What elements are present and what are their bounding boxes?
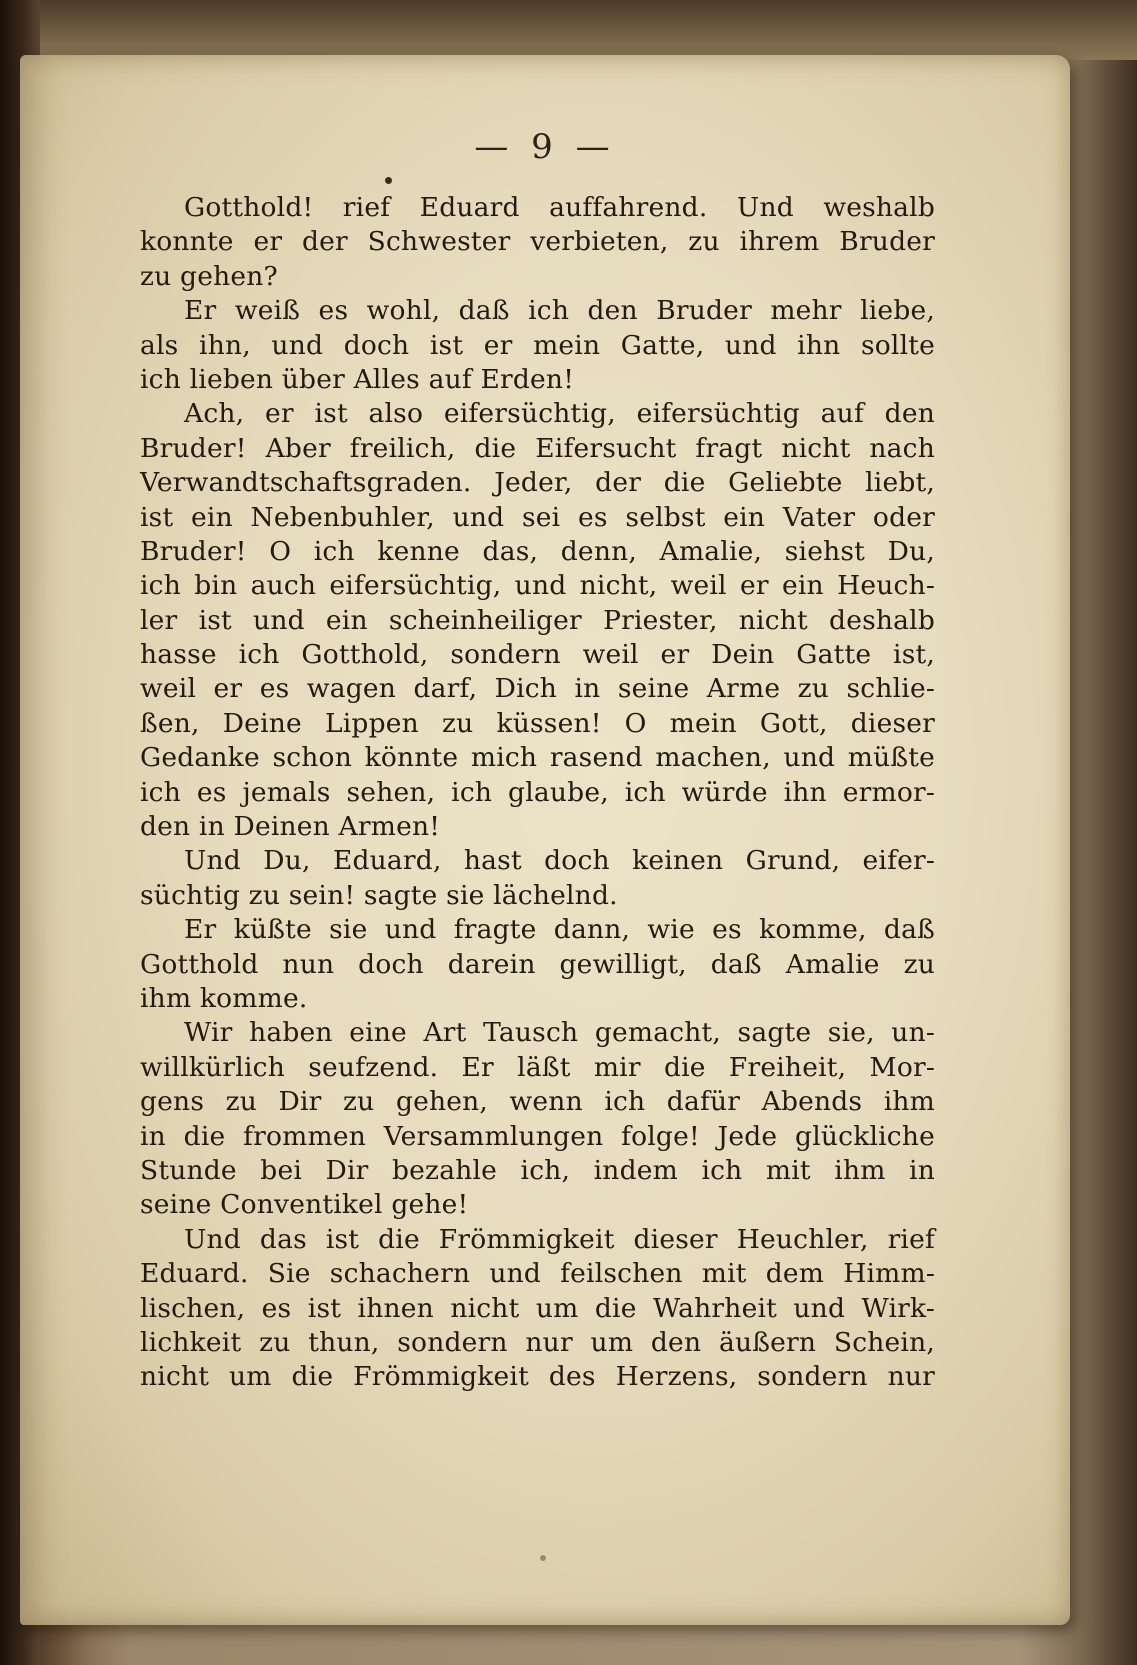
text-line: ich bin auch eifersüchtig, und nicht, weil er ein Heuch- — [140, 570, 935, 602]
text-line: Gotthold nun doch darein gewilligt, daß Amalie zu — [140, 948, 935, 980]
text-line: ler ist und ein scheinheiliger Priester, nicht deshalb — [140, 604, 935, 636]
text-line: Verwandtschaftsgraden. Jeder, der die Geliebte liebt, — [140, 467, 935, 499]
text-line: hasse ich Gotthold, sondern weil er Dein Gatte ist, — [140, 639, 935, 671]
text-line: Ach, er ist also eifersüchtig, eifersüchtig auf den — [184, 398, 935, 430]
text-line: weil er es wagen darf, Dich in seine Arme zu schlie- — [140, 673, 935, 705]
text-line: willkürlich seufzend. Er läßt mir die Freiheit, Mor- — [140, 1051, 935, 1083]
text-line: ist ein Nebenbuhler, und sei es selbst ein Vater oder — [140, 501, 935, 533]
text-line: den in Deinen Armen! — [140, 811, 441, 843]
text-line: süchtig zu sein! sagte sie lächelnd. — [140, 879, 618, 911]
text-line: seine Conventikel gehe! — [140, 1189, 469, 1221]
text-line: Bruder! Aber freilich, die Eifersucht fragt nicht nach — [140, 432, 935, 464]
text-line: zu gehen? — [140, 260, 278, 292]
text-line: als ihn, und doch ist er mein Gatte, und ihn sollte — [140, 329, 935, 361]
text-line: Er weiß es wohl, daß ich den Bruder mehr liebe, — [184, 295, 935, 327]
text-line: ich lieben über Alles auf Erden! — [140, 363, 575, 395]
ink-speck — [385, 177, 392, 184]
text-line: Gedanke schon könnte mich rasend machen, und müßte — [140, 742, 935, 774]
text-line: ich es jemals sehen, ich glaube, ich würde ihn ermor- — [140, 776, 935, 808]
body-text — [140, 191, 935, 1395]
paper-speck — [540, 1555, 546, 1561]
text-line: Eduard. Sie schachern und feilschen mit dem Himm- — [140, 1258, 935, 1290]
text-line: lischen, es ist ihnen nicht um die Wahrheit und Wirk- — [140, 1292, 935, 1324]
text-line: nicht um die Frömmigkeit des Herzens, sondern nur — [140, 1361, 935, 1393]
text-line: Und das ist die Frömmigkeit dieser Heuchler, rief — [184, 1223, 935, 1255]
text-line: Gotthold! rief Eduard auffahrend. Und weshalb — [184, 192, 935, 223]
book-top-edge — [0, 0, 1137, 60]
text-line: Und Du, Eduard, hast doch keinen Grund, eifer- — [184, 845, 935, 877]
book-page — [20, 55, 1070, 1625]
text-line: gens zu Dir zu gehen, wenn ich dafür Abends ihm — [140, 1086, 935, 1118]
text-line: in die frommen Versammlungen folge! Jede glückliche — [140, 1120, 935, 1152]
text-line: Stunde bei Dir bezahle ich, indem ich mit ihm in — [140, 1154, 935, 1186]
text-line: Bruder! O ich kenne das, denn, Amalie, siehst Du, — [140, 535, 935, 567]
text-line: lichkeit zu thun, sondern nur um den äußern Schein, — [140, 1326, 935, 1358]
text-line: konnte er der Schwester verbieten, zu ihrem Bruder — [140, 226, 935, 258]
text-line: Er küßte sie und fragte dann, wie es komme, daß — [184, 914, 935, 946]
text-line: ihm komme. — [140, 982, 308, 1014]
text-line: Wir haben eine Art Tausch gemacht, sagte sie, un- — [184, 1017, 935, 1049]
page-number: — 9 — — [474, 127, 616, 167]
text-line: ßen, Deine Lippen zu küssen! O mein Gott, dieser — [140, 707, 935, 739]
